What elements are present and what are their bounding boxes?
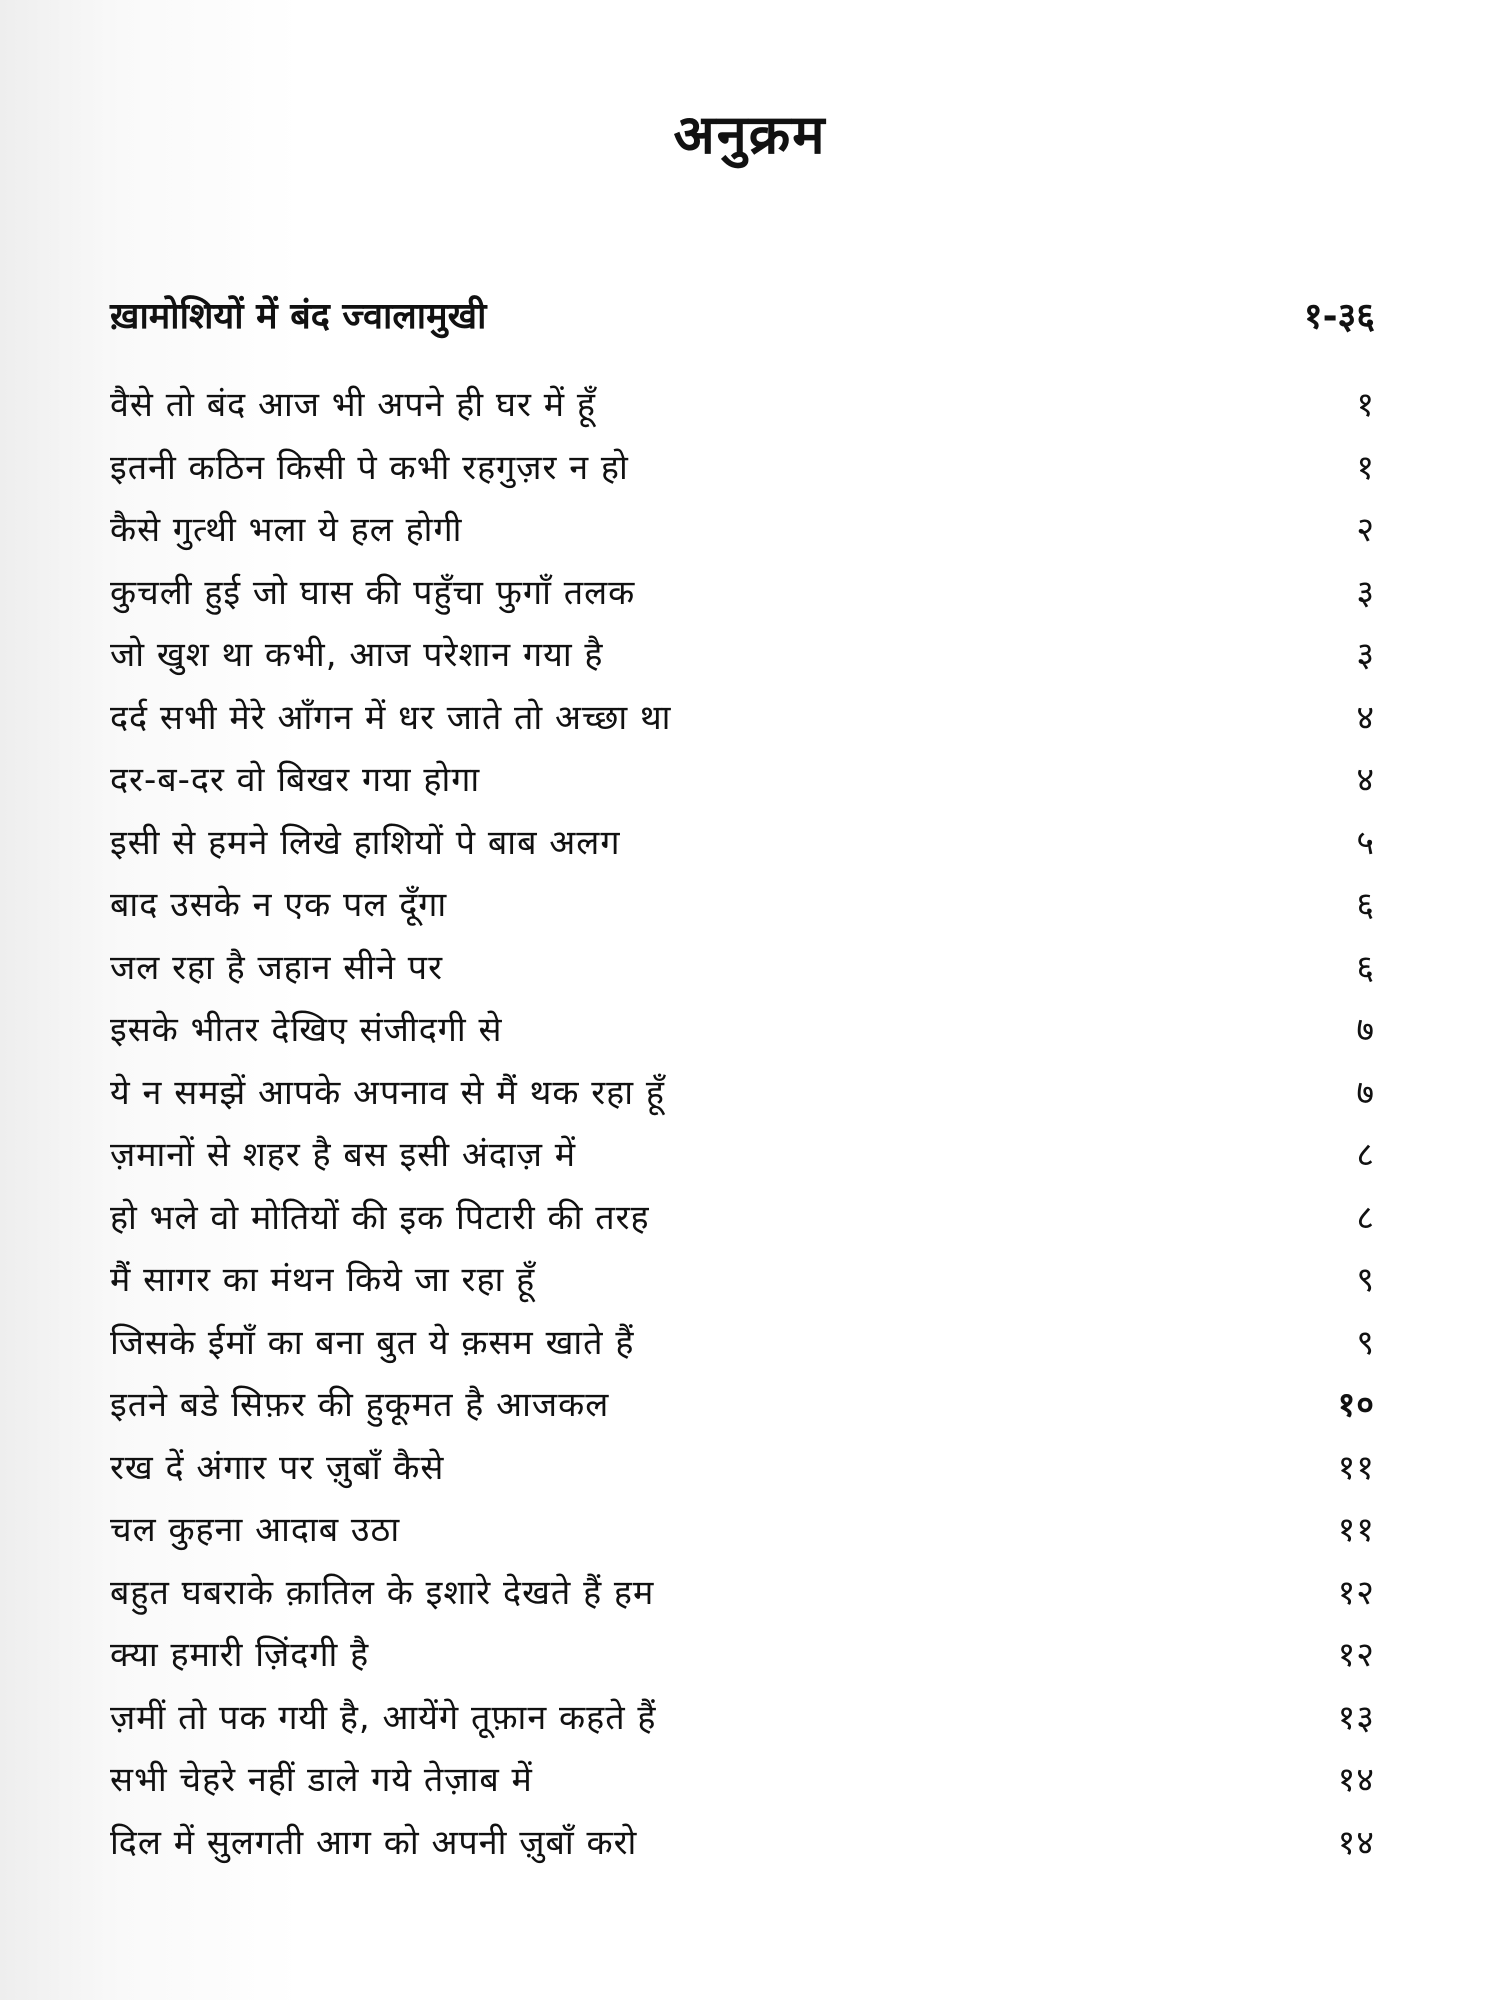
entry-title: इसके भीतर देखिए संजीदगी से: [110, 1010, 503, 1051]
entry-title: ज़मीं तो पक गयी है, आयेंगे तूफ़ान कहते हैं: [110, 1697, 657, 1738]
contents-entry: [110, 1622, 1375, 1685]
entry-title: क्या हमारी ज़िंदगी है: [110, 1635, 370, 1676]
entry-title: दिल में सुलगती आग को अपनी ज़ुबाँ करो: [110, 1822, 638, 1863]
contents-entry: [110, 622, 1375, 685]
contents-entry: [110, 1497, 1375, 1560]
entry-title: रख दें अंगार पर ज़ुबाँ कैसे: [110, 1447, 445, 1488]
entry-page-number: ४: [1356, 697, 1375, 738]
contents-entry: [110, 497, 1375, 560]
entry-title: इतनी कठिन किसी पे कभी रहगुज़र न हो: [110, 447, 629, 488]
entry-page-number: ८: [1356, 1197, 1375, 1238]
entry-page-number: ९: [1356, 1260, 1375, 1301]
entry-title: ये न समझें आपके अपनाव से मैं थक रहा हूँ: [110, 1072, 665, 1113]
entry-title: दर्द सभी मेरे आँगन में धर जाते तो अच्छा था: [110, 697, 672, 738]
contents-entry: [110, 1372, 1375, 1435]
entry-title: वैसे तो बंद आज भी अपने ही घर में हूँ: [110, 385, 596, 426]
entry-page-number: ९: [1356, 1322, 1375, 1363]
entry-page-number: १३: [1337, 1697, 1375, 1738]
entry-title: मैं सागर का मंथन किये जा रहा हूँ: [110, 1260, 536, 1301]
contents-entry: [110, 872, 1375, 935]
entry-title: बहुत घबराके क़ातिल के इशारे देखते हैं हम: [110, 1572, 655, 1613]
contents-entry: [110, 1310, 1375, 1373]
contents-entry: [110, 1810, 1375, 1873]
entry-page-number: १२: [1337, 1572, 1375, 1613]
entry-page-number: ५: [1356, 822, 1375, 863]
entry-title: जल रहा है जहान सीने पर: [110, 947, 443, 988]
entry-page-number: ८: [1356, 1135, 1375, 1176]
section-heading: [110, 286, 1375, 342]
entry-title: दर-ब-दर वो बिखर गया होगा: [110, 760, 481, 801]
entry-title: ज़मानों से शहर है बस इसी अंदाज़ में: [110, 1135, 577, 1176]
entry-title: कुचली हुई जो घास की पहुँचा फुगाँ तलक: [110, 572, 636, 613]
entry-page-number: १०: [1337, 1385, 1375, 1426]
entry-title: जो खुश था कभी, आज परेशान गया है: [110, 635, 604, 676]
contents-entry: [110, 1685, 1375, 1748]
contents-entry: [110, 1247, 1375, 1310]
contents-entry: [110, 560, 1375, 623]
entry-page-number: १: [1356, 385, 1375, 426]
contents-entry: [110, 997, 1375, 1060]
contents-entry: [110, 1122, 1375, 1185]
entry-title: इतने बडे सिफ़र की हुकूमत है आजकल: [110, 1385, 610, 1426]
section-title: ख़ामोशियों में बंद ज्वालामुखी: [110, 295, 487, 337]
entry-title: इसी से हमने लिखे हाशियों पे बाब अलग: [110, 822, 621, 863]
entry-page-number: ११: [1337, 1447, 1375, 1488]
contents-entry: [110, 747, 1375, 810]
contents-list: [110, 372, 1375, 1872]
entry-page-number: ६: [1356, 947, 1375, 988]
contents-entry: [110, 1060, 1375, 1123]
entry-title: बाद उसके न एक पल दूँगा: [110, 885, 448, 926]
entry-page-number: ३: [1356, 635, 1375, 676]
section-page-range: १-३६: [1303, 295, 1375, 337]
entry-title: जिसके ईमाँ का बना बुत ये क़सम खाते हैं: [110, 1322, 635, 1363]
entry-page-number: १: [1356, 447, 1375, 488]
contents-entry: [110, 1185, 1375, 1248]
entry-title: हो भले वो मोतियों की इक पिटारी की तरह: [110, 1197, 650, 1238]
entry-page-number: ६: [1356, 885, 1375, 926]
entry-page-number: ७: [1356, 1072, 1375, 1113]
entry-title: कैसे गुत्थी भला ये हल होगी: [110, 510, 463, 551]
entry-title: चल कुहना आदाब उठा: [110, 1510, 401, 1551]
contents-entry: [110, 1747, 1375, 1810]
entry-page-number: ११: [1337, 1510, 1375, 1551]
entry-page-number: ३: [1356, 572, 1375, 613]
entry-page-number: १४: [1337, 1760, 1375, 1801]
contents-entry: [110, 1435, 1375, 1498]
contents-entry: [110, 1560, 1375, 1623]
contents-entry: [110, 685, 1375, 748]
entry-page-number: १२: [1337, 1635, 1375, 1676]
contents-entry: [110, 810, 1375, 873]
page-title: अनुक्रम: [673, 103, 827, 166]
entry-page-number: १४: [1337, 1822, 1375, 1863]
entry-page-number: २: [1356, 510, 1375, 551]
contents-entry: [110, 935, 1375, 998]
entry-title: सभी चेहरे नहीं डाले गये तेज़ाब में: [110, 1760, 533, 1801]
entry-page-number: ७: [1356, 1010, 1375, 1051]
contents-entry: [110, 372, 1375, 435]
contents-entry: [110, 435, 1375, 498]
entry-page-number: ४: [1356, 760, 1375, 801]
